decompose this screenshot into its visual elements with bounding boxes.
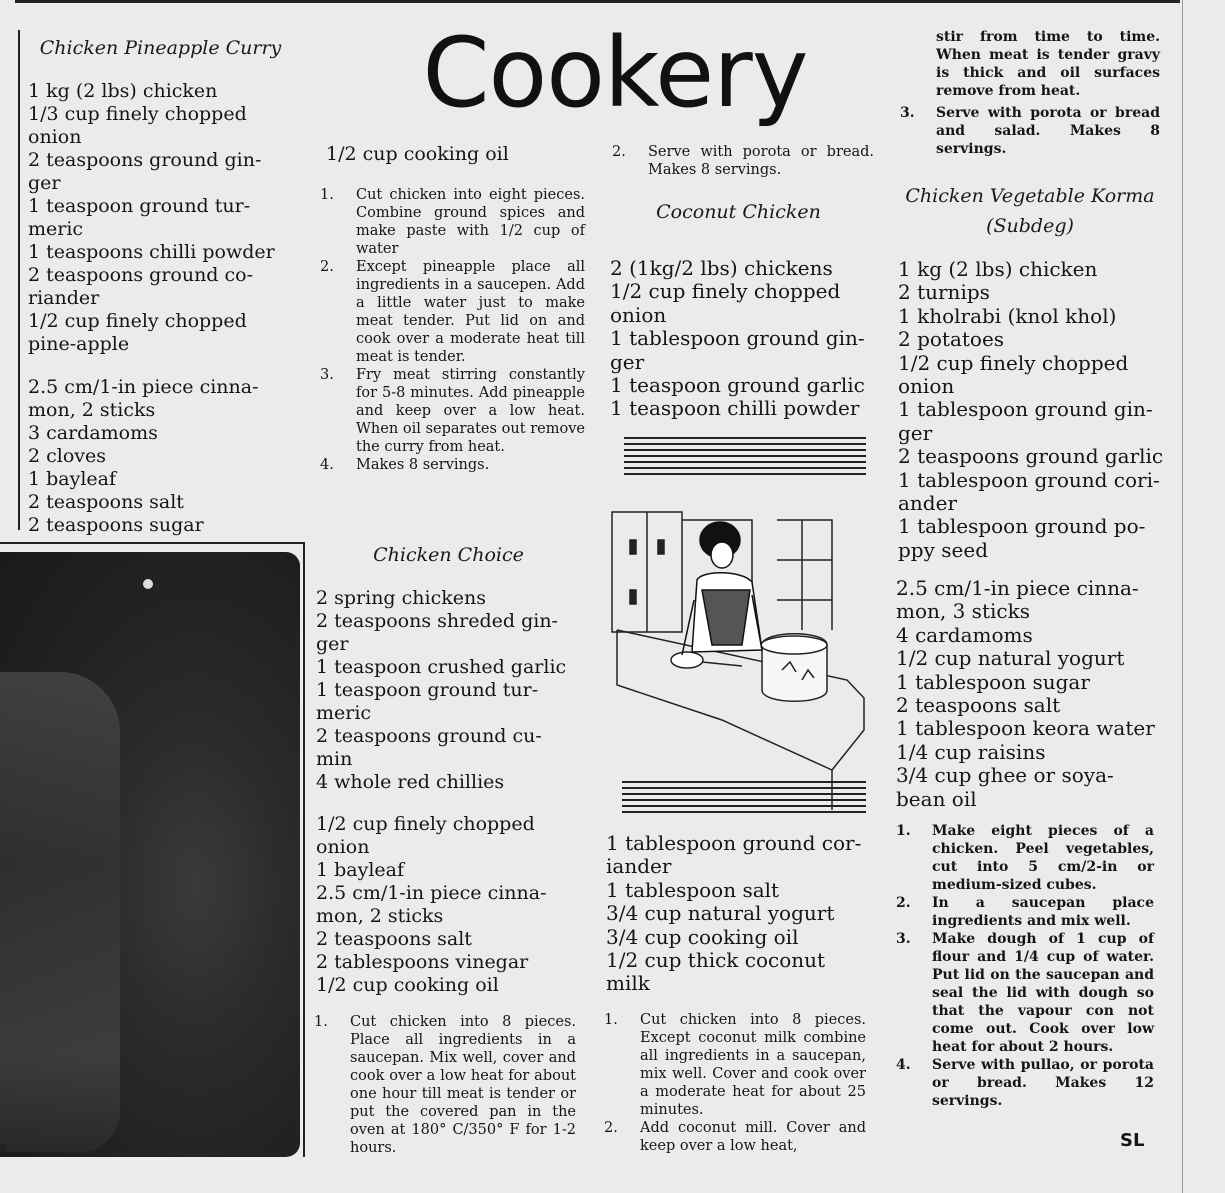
- ingredient: 3/4 cup cooking oil: [606, 924, 799, 949]
- ingredient: 1/2 cup thick coconut: [606, 948, 826, 973]
- pineapple-ingredients-c: [326, 143, 596, 166]
- ingredient: bean oil: [896, 786, 977, 811]
- step-text: Serve with porota or bread and salad. Makes 8 servings.: [936, 105, 1160, 157]
- ingredient: ander: [898, 491, 958, 516]
- ingredient: 1 tablespoon keora water: [896, 716, 1155, 741]
- ingredient: 1/4 cup raisins: [896, 739, 1046, 764]
- ingredient: 1 kg (2 lbs) chicken: [28, 80, 218, 102]
- step: [320, 258, 585, 366]
- step: [612, 143, 874, 179]
- ingredient: mon, 3 sticks: [896, 599, 1030, 624]
- ingredient: 3 cardamoms: [28, 422, 158, 444]
- step-number: 3.: [896, 931, 911, 947]
- ingredient: ger: [316, 633, 349, 655]
- step-number: 3.: [320, 367, 334, 383]
- ingredient: 2 teaspoons ground cu-: [316, 725, 542, 747]
- pineapple-ingredients-b: [28, 376, 298, 537]
- step-text: Cut chicken into 8 pieces. Place all ingredients in a saucepan. Mix well, cover and cook over a low heat for about one hour till meat is tender or put the covered pan in the oven at 180° C/350° F for 1-2 hours.: [350, 1014, 576, 1156]
- step-text: Makes 8 servings.: [356, 457, 490, 473]
- recipe-title-korma-line2: (Subdeg): [986, 215, 1074, 237]
- recipe-title-choice: Chicken Choice: [373, 544, 524, 566]
- page-title: Cookery: [422, 17, 808, 129]
- recipe-title-korma-line1: Chicken Vegetable Korma: [905, 185, 1155, 207]
- ingredient: 1 teaspoon ground garlic: [610, 373, 865, 398]
- ingredient: 2 spring chickens: [316, 587, 486, 609]
- ingredient: ger: [28, 172, 61, 194]
- ingredient: 1/2 cup finely chopped: [898, 350, 1129, 375]
- ingredient: 2 teaspoons salt: [28, 491, 184, 513]
- recipe-title-pineapple: Chicken Pineapple Curry: [39, 37, 282, 59]
- ingredient: onion: [316, 836, 370, 858]
- ingredient: ger: [898, 420, 933, 445]
- ingredient: 1/2 cup cooking oil: [326, 143, 509, 165]
- ingredient: 2 teaspoons salt: [896, 693, 1061, 718]
- ingredient: 1 tablespoon ground gin-: [898, 397, 1153, 422]
- top-border: [15, 0, 1180, 3]
- ingredient: 2 teaspoons sugar: [28, 514, 204, 536]
- ingredient: ppy seed: [898, 537, 988, 562]
- step-number: 2.: [896, 895, 911, 911]
- ingredient: mon, 2 sticks: [316, 905, 444, 927]
- kitchen-drawing: [612, 512, 864, 810]
- step-text: Add coconut mill. Cover and keep over a low heat,: [640, 1120, 866, 1154]
- ingredient: 1/3 cup finely chopped: [28, 103, 247, 125]
- step: [320, 366, 585, 456]
- step-number: 4.: [896, 1057, 911, 1073]
- step-number: 2.: [320, 259, 334, 275]
- step-number: 1.: [896, 823, 911, 839]
- ingredient: 1/2 cup finely chopped: [28, 310, 247, 332]
- choice-ingredients-a: [316, 587, 586, 794]
- coconut-ingredients-a: [610, 257, 875, 421]
- step-text: Make eight pieces of a chicken. Peel vegetables, cut into 5 cm/2-in or medium-sized cubes.: [932, 823, 1154, 893]
- ingredient: ger: [610, 349, 645, 374]
- choice-ingredients-b: [316, 813, 586, 997]
- ingredient: 1 teaspoon ground tur-: [316, 679, 539, 701]
- choice-steps: [314, 1013, 576, 1157]
- photo-right-rule: [303, 542, 305, 1157]
- step-number: 3.: [900, 105, 915, 121]
- step-number: 1.: [604, 1012, 618, 1028]
- pineapple-steps: [320, 186, 585, 474]
- stray-mark: s: [0, 1140, 7, 1154]
- cook-figure: [682, 522, 762, 655]
- step-text: Serve with porota or bread. Makes 8 servings.: [648, 144, 874, 178]
- step-number: 1.: [320, 187, 334, 203]
- ingredient: min: [316, 748, 353, 770]
- ingredient: 1/2 cup cooking oil: [316, 974, 499, 996]
- step: [900, 104, 1160, 158]
- pineapple-ingredients-a: [28, 80, 298, 356]
- coconut-steps-cont: [900, 104, 1160, 158]
- ingredient: 2.5 cm/1-in piece cinna-: [28, 376, 259, 398]
- ingredient: 2 tablespoons vinegar: [316, 951, 529, 973]
- ingredient: 2 cloves: [28, 445, 107, 467]
- ingredient: 2 teaspoons ground gin-: [28, 149, 262, 171]
- ingredient: 1 tablespoon salt: [606, 877, 780, 902]
- ingredient: 1 tablespoon sugar: [896, 669, 1090, 694]
- ingredient: 1 teaspoon ground tur-: [28, 195, 251, 217]
- ingredient: 1 tablespoon ground cor-: [606, 831, 862, 855]
- author-signature: SL: [1120, 1130, 1145, 1151]
- ingredient: 1 tablespoon ground po-: [898, 514, 1146, 539]
- step: [896, 1056, 1154, 1110]
- ingredient: riander: [28, 287, 100, 309]
- ingredient: 1 kg (2 lbs) chicken: [898, 257, 1098, 281]
- step: [604, 1119, 866, 1155]
- korma-ingredients-b: [896, 577, 1166, 811]
- step: [320, 456, 585, 474]
- step-text: In a saucepan place ingredients and mix well.: [932, 895, 1154, 929]
- step-text: Fry meat stirring constantly for 5-8 minutes. Add pineapple and keep over a low heat. When oil separates out remove the curry from heat.: [356, 367, 585, 455]
- ingredient: 1 kholrabi (knol khol): [898, 303, 1117, 328]
- step-text: Cut chicken into 8 pieces. Except coconut milk combine all ingredients in a saucepan, mix well. Cover and cook over a moderate heat for about 25 minutes.: [640, 1012, 866, 1118]
- ingredient: meric: [316, 702, 372, 724]
- step: [896, 894, 1154, 930]
- photo-figure: [0, 672, 120, 1152]
- ingredient: 1/2 cup natural yogurt: [896, 646, 1125, 671]
- step-text: Make dough of 1 cup of flour and 1/4 cup of water. Put lid on the saucepan and seal the lid with dough so that the vapour con not come out. Cook over low heat for about 2 hours.: [932, 931, 1154, 1055]
- ingredient: 3/4 cup natural yogurt: [606, 901, 835, 926]
- ingredient: onion: [28, 126, 82, 148]
- ingredient: 2 teaspoons salt: [316, 928, 472, 950]
- ingredient: 2 (1kg/2 lbs) chickens: [610, 256, 833, 280]
- coconut-steps-cont-text: stir from time to time. When meat is tender gravy is thick and oil surfaces remove from heat.: [936, 29, 1160, 99]
- ingredient: 1 teaspoon chilli powder: [610, 396, 860, 421]
- step: [314, 1013, 576, 1157]
- korma-steps: [896, 822, 1154, 1110]
- ingredient: 1 tablespoon ground gin-: [610, 326, 865, 351]
- ingredient: pine-apple: [28, 333, 130, 355]
- step: [604, 1011, 866, 1119]
- kitchen-photo: [0, 552, 300, 1157]
- ingredient: 2 teaspoons shreded gin-: [316, 610, 558, 632]
- ingredient: onion: [898, 374, 955, 399]
- coconut-ingredients-b: [606, 832, 871, 996]
- step-text: Cut chicken into eight pieces. Combine ground spices and make paste with 1/2 cup of water: [356, 187, 585, 257]
- recipe-title-coconut: Coconut Chicken: [656, 201, 821, 223]
- ingredient: milk: [606, 971, 650, 996]
- photo-highlight: [143, 579, 153, 589]
- ingredient: 1/2 cup finely chopped: [316, 813, 535, 835]
- korma-ingredients-a: [898, 258, 1168, 562]
- ingredient: 1 teaspoon crushed garlic: [316, 656, 567, 678]
- ingredient: 4 cardamoms: [896, 622, 1033, 647]
- ingredient: 2.5 cm/1-in piece cinna-: [316, 882, 547, 904]
- step: [896, 930, 1154, 1056]
- coconut-steps: [604, 1011, 866, 1155]
- step-text: Serve with pullao, or porota or bread. Makes 12 servings.: [932, 1057, 1154, 1109]
- step-number: 2.: [604, 1120, 618, 1136]
- ingredient: 2.5 cm/1-in piece cinna-: [896, 576, 1139, 600]
- step-number: 1.: [314, 1014, 328, 1030]
- step-text: Except pineapple place all ingredients in a saucepen. Add a little water just to make meat tender. Put lid on and cook over a moderate heat till meat is tender.: [356, 259, 585, 365]
- ingredient: 4 whole red chillies: [316, 771, 505, 793]
- photo-top-rule: [0, 542, 305, 544]
- step-number: 2.: [612, 144, 626, 160]
- cook-illustration: [602, 430, 870, 815]
- rule-lines-bottom: [622, 782, 866, 812]
- ingredient: 1/2 cup finely chopped: [610, 279, 841, 304]
- ingredient: 1 tablespoon ground cori-: [898, 467, 1160, 492]
- page-right-edge: [1182, 0, 1183, 1193]
- ingredient: 2 potatoes: [898, 327, 1005, 352]
- ingredient: 1 teaspoons chilli powder: [28, 241, 275, 263]
- ingredient: onion: [610, 302, 667, 327]
- ingredient: meric: [28, 218, 84, 240]
- ingredient: iander: [606, 854, 672, 879]
- step: [320, 186, 585, 258]
- choice-steps-cont: [612, 143, 874, 179]
- ingredient: 3/4 cup ghee or soya-: [896, 763, 1114, 788]
- ingredient: 1 bayleaf: [316, 859, 405, 881]
- ingredient: 2 turnips: [898, 280, 990, 305]
- step: [896, 822, 1154, 894]
- left-column-rule: [18, 30, 20, 530]
- ingredient: 2 teaspoons ground garlic: [898, 444, 1164, 469]
- ingredient: 1 bayleaf: [28, 468, 117, 490]
- step-number: 4.: [320, 457, 334, 473]
- rule-lines-top: [624, 438, 866, 474]
- ingredient: 2 teaspoons ground co-: [28, 264, 254, 286]
- ingredient: mon, 2 sticks: [28, 399, 156, 421]
